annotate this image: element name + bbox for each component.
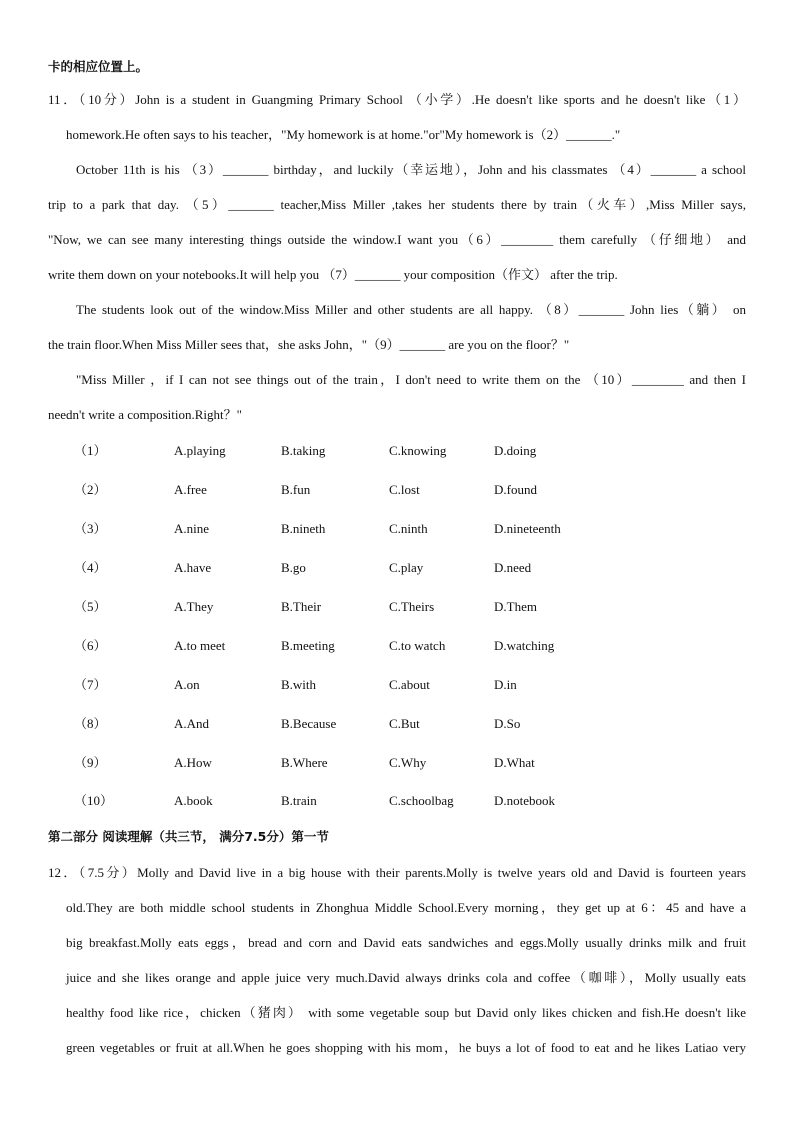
q11-line-3: October 11th is his （3）_______ birthday，and luckily（幸运地），John and his classmates （4）_______ a school [76, 162, 746, 177]
option-a: A.They [174, 599, 214, 614]
option-a: A.How [174, 755, 212, 770]
option-d: D.notebook [494, 793, 556, 808]
q11-line-7: The students look out of the window.Miss Miller and other students are all happy. （8）_______ John lies（躺） on [76, 302, 746, 317]
option-d: D.watching [494, 638, 555, 653]
option-number: （9） [74, 755, 107, 770]
q12-line-1: 12．（7.5分）Molly and David live in a big house with their parents.Molly is twelve years old and David is fourteen years [48, 865, 746, 880]
q11-line-5: "Now, we can see many interesting things outside the window.I want you（6）________ them carefully （仔细地） and [48, 232, 746, 247]
q11-line-9: "Miss Miller ，if I can not see things out of the train，I don't need to write them on the （10）________ and then I [76, 372, 746, 387]
option-b: B.meeting [281, 638, 335, 653]
option-row [0, 714, 794, 734]
option-number: （1） [74, 443, 107, 458]
q12-line-4: juice and she likes orange and apple juice very much.David always drinks cola and coffee（咖啡），Molly usually eats [66, 970, 746, 985]
option-number: （2） [74, 482, 107, 497]
option-a: A.playing [174, 443, 226, 458]
option-a: A.free [174, 482, 207, 497]
option-d: D.Them [494, 599, 537, 614]
q11-line-8: the train floor.When Miss Miller sees that，she asks John，"（9）_______ are you on the floor？" [48, 337, 570, 352]
option-c: C.play [389, 560, 424, 575]
option-c: C.schoolbag [389, 793, 454, 808]
option-b: B.Where [281, 755, 328, 770]
option-c: C.Why [389, 755, 427, 770]
option-row [0, 636, 794, 656]
q12-line-3: big breakfast.Molly eats eggs，bread and corn and David eats sandwiches and eggs.Molly usually drinks milk and fruit [66, 935, 746, 950]
option-a: A.And [174, 716, 210, 731]
option-b: B.nineth [281, 521, 326, 536]
option-number: （8） [74, 716, 107, 731]
option-row [0, 441, 794, 461]
option-b: B.Their [281, 599, 322, 614]
option-d: D.doing [494, 443, 537, 458]
option-d: D.nineteenth [494, 521, 561, 536]
q12-line-5: healthy food like rice，chicken（猪肉） with some vegetable soup but David only likes chicken and fish.He doesn't like [66, 1005, 746, 1020]
option-b: B.Because [281, 716, 337, 731]
option-b: B.with [281, 677, 317, 692]
option-a: A.book [174, 793, 213, 808]
option-a: A.to meet [174, 638, 226, 653]
option-c: C.Theirs [389, 599, 435, 614]
option-b: B.go [281, 560, 306, 575]
option-c: C.But [389, 716, 420, 731]
option-row [0, 480, 794, 500]
option-row [0, 558, 794, 578]
option-number: （3） [74, 521, 107, 536]
option-number: （10） [74, 793, 114, 808]
option-row [0, 753, 794, 773]
option-c: C.about [389, 677, 430, 692]
q11-line-6: write them down on your notebooks.It will help you （7）_______ your composition（作文） after the trip. [48, 267, 618, 282]
option-d: D.in [494, 677, 517, 692]
option-number: （6） [74, 638, 107, 653]
option-c: C.lost [389, 482, 420, 497]
q11-line-1: 11．（10分）John is a student in Guangming Primary School （小学）.He doesn't like sports and he doesn't like（1） [48, 92, 746, 107]
option-d: D.need [494, 560, 532, 575]
option-b: B.train [281, 793, 317, 808]
q12-line-6: green vegetables or fruit at all.When he goes shopping with his mom，he buys a lot of food to eat and he likes Latiao very [66, 1040, 746, 1055]
q11-line-4: trip to a park that day. （5）_______ teacher,Miss Miller ,takes her students there by train（火车）,Miss Miller says, [48, 197, 746, 212]
option-number: （5） [74, 599, 107, 614]
q11-line-2: homework.He often says to his teacher，"My homework is at home."or"My homework is（2）_______." [66, 127, 621, 142]
option-number: （7） [74, 677, 107, 692]
option-number: （4） [74, 560, 107, 575]
option-a: A.have [174, 560, 212, 575]
option-row [0, 519, 794, 539]
q12-line-2: old.They are both middle school students in Zhonghua Middle School.Every morning，they get up at 6：45 and have a [66, 900, 746, 915]
q11-line-10: needn't write a composition.Right？" [48, 407, 242, 422]
option-row [0, 791, 794, 811]
option-b: B.taking [281, 443, 326, 458]
option-c: C.to watch [389, 638, 446, 653]
option-a: A.nine [174, 521, 210, 536]
option-b: B.fun [281, 482, 311, 497]
option-d: D.found [494, 482, 537, 497]
option-c: C.ninth [389, 521, 428, 536]
section-heading: 第二部分 阅读理解（共三节， 满分7.5分）第一节 [48, 829, 329, 844]
option-row [0, 675, 794, 695]
header-fragment: 卡的相应位置上。 [48, 59, 149, 74]
option-a: A.on [174, 677, 200, 692]
option-row [0, 597, 794, 617]
option-d: D.So [494, 716, 521, 731]
option-c: C.knowing [389, 443, 447, 458]
option-d: D.What [494, 755, 535, 770]
